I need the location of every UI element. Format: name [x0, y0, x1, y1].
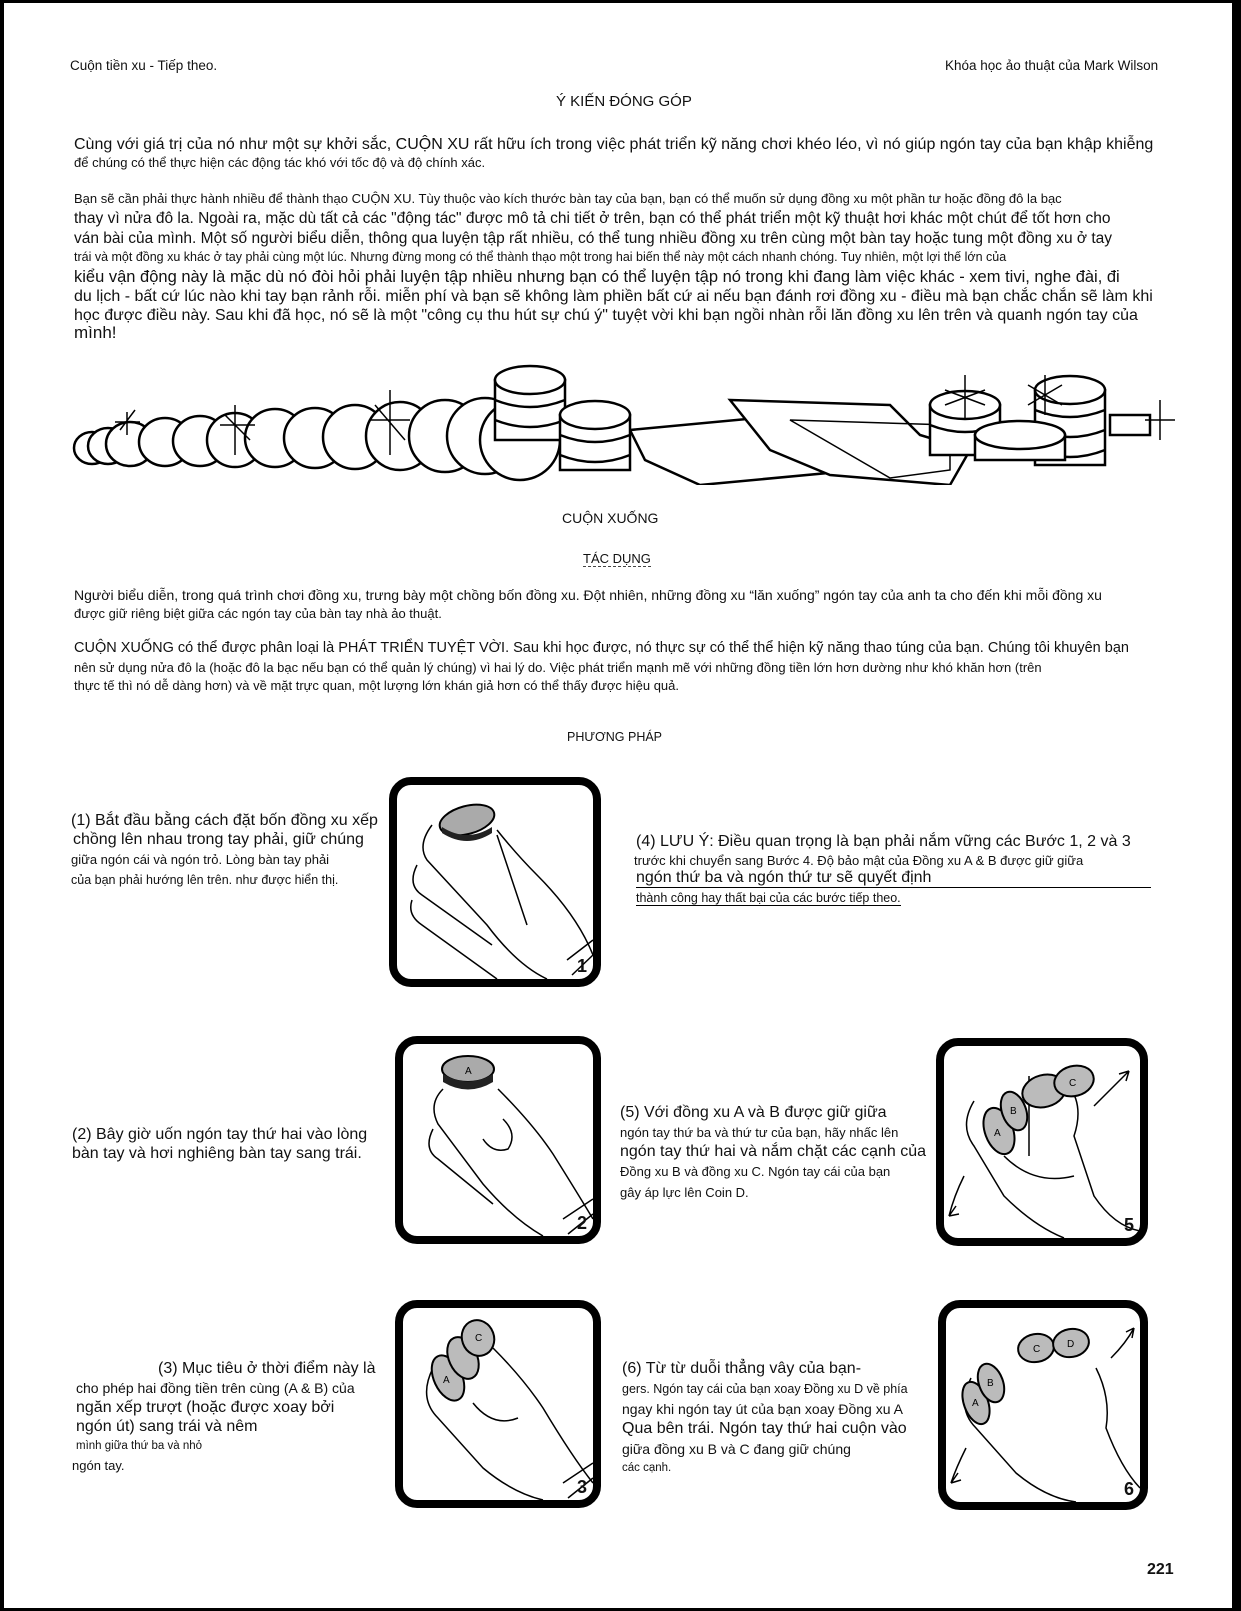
- hand-rolling-coins-drawing: [946, 1308, 1140, 1502]
- figure-2-panel: [395, 1036, 601, 1244]
- text-line: ngay khi ngón tay út của bạn xoay Đồng xu A: [622, 1401, 903, 1417]
- text-line: gây áp lực lên Coin D.: [620, 1185, 749, 1200]
- text-line: (6) Từ từ duỗi thẳng vây của bạn-: [622, 1360, 862, 1377]
- text-line: trái và một đồng xu khác ở tay phải cùng một lúc. Nhưng đừng mong có thể thành thạo một trong hai biến thể này một cách nhanh chóng. Tuy nhiên, một lợi thế lớn của: [74, 250, 1007, 264]
- effect-heading: TÁC DỤNG: [583, 551, 651, 566]
- text-line: (4) LƯU Ý: Điều quan trọng là bạn phải nắm vững các Bước 1, 2 và 3: [636, 833, 1131, 850]
- rolling-coins-row: [74, 398, 560, 480]
- roll-down-paragraph: [74, 640, 1174, 700]
- text-line: được giữ riêng biệt giữa các ngón tay của bàn tay nhà ảo thuật.: [74, 606, 442, 621]
- text-line: các cạnh.: [622, 1462, 672, 1474]
- text-line: trước khi chuyển sang Bước 4. Độ bảo mật của Đồng xu A & B được giữ giữa: [634, 853, 1084, 868]
- comments-paragraph-1: [74, 136, 1174, 176]
- figure-number: 3: [576, 1477, 587, 1497]
- text-line: cho phép hai đồng tiền trên cùng (A & B) của: [76, 1380, 355, 1396]
- text-line: ngón út) sang trái và nêm: [76, 1418, 258, 1435]
- running-header-left: Cuộn tiền xu - Tiếp theo.: [70, 58, 218, 73]
- coin-stack-drawing: [930, 376, 1150, 465]
- text-line: học được điều này. Sau khi đã học, nó sẽ là một "công cụ thu hút sự chú ý" tuyệt vời khi bạn ngồi nhàn rỗi lăn đồng xu lên trên và quanh ngón tay của: [74, 307, 1138, 324]
- text-line: (3) Mục tiêu ở thời điểm này là: [158, 1360, 376, 1377]
- coin-label: C: [1069, 1078, 1077, 1089]
- coin-label: C: [475, 1333, 483, 1344]
- text-line: du lịch - bất cứ lúc nào khi tay bạn rảnh rỗi. miễn phí và bạn sẽ không làm phiền bất cứ ai nếu bạn đánh rơi đồng xu - điều mà bạn chắc chắn sẽ làm khi: [74, 288, 1153, 305]
- page-number: 221: [1147, 1561, 1174, 1578]
- figure-6-panel: [938, 1300, 1148, 1510]
- text-line: CUỘN XUỐNG có thể được phân loại là PHÁT TRIỂN TUYỆT VỜI. Sau khi học được, nó thực sự có thể thể hiện kỹ năng thao túng của bạn. Chúng tôi khuyên bạn: [74, 640, 1129, 656]
- text-line: Đồng xu B và đồng xu C. Ngón tay cái của bạn: [620, 1164, 891, 1179]
- step-4-note-text: [636, 833, 1176, 913]
- comments-paragraph-2: [74, 188, 1174, 348]
- hand-lifting-coins-drawing: [944, 1046, 1140, 1238]
- text-line: mình!: [74, 323, 117, 342]
- coin-label: B: [1010, 1106, 1017, 1117]
- text-line: để chúng có thể thực hiện các động tác khó với tốc độ và độ chính xác.: [74, 155, 486, 170]
- scan-edge-left: [0, 0, 4, 1611]
- text-line: của bạn phải hướng lên trên. như được hiển thị.: [71, 873, 339, 887]
- text-line: ngón tay thứ hai và nắm chặt các cạnh của: [620, 1143, 927, 1160]
- step-3-text: [72, 1360, 396, 1480]
- hand-sliding-coins-drawing: [403, 1308, 593, 1500]
- text-line: Cùng với giá trị của nó như một sự khởi sắc, CUỘN XU rất hữu ích trong việc phát triển kỹ năng chơi khéo léo, vì nó giúp ngón tay của bạn khập khiễng: [74, 136, 1154, 153]
- text-line: giữa đồng xu B và C đang giữ chúng: [622, 1441, 851, 1457]
- step-1-text: [71, 812, 391, 892]
- text-line: (5) Với đồng xu A và B được giữ giữa: [620, 1104, 887, 1121]
- section-title-roll-down: CUỘN XUỐNG: [562, 510, 659, 526]
- text-line: (2) Bây giờ uốn ngón tay thứ hai vào lòng: [72, 1126, 368, 1143]
- coin-label: A: [465, 1066, 472, 1077]
- hand-holding-coin-stack-drawing: [397, 785, 593, 979]
- step-5-text: [620, 1104, 940, 1204]
- coin-label: A: [443, 1375, 450, 1386]
- figure-5-panel: [936, 1038, 1148, 1246]
- running-header-right: Khóa học ảo thuật của Mark Wilson: [945, 58, 1159, 73]
- coin-label: C: [1033, 1344, 1041, 1355]
- text-line: thay vì nửa đô la. Ngoài ra, mặc dù tất cả các "động tác" được mô tả chi tiết ở trên, bạn có thể phát triển một kỹ thuật hơi khác một chút để tốt hơn cho: [74, 210, 1111, 227]
- coin-label: D: [1067, 1339, 1075, 1350]
- hand-curling-finger-drawing: [403, 1044, 593, 1236]
- text-line: mình giữa thứ ba và nhỏ: [76, 1440, 203, 1452]
- step-6-text: [622, 1360, 942, 1480]
- text-line: nên sử dụng nửa đô la (hoặc đô la bạc nếu bạn có thể quản lý chúng) vì hai lý do. Việc phát triển mạnh mẽ với những đồng tiền lớn hơn dường như khó khăn hơn (trên: [74, 660, 1042, 675]
- text-line: ngón thứ ba và ngón thứ tư sẽ quyết định: [636, 869, 1151, 888]
- text-line: kiểu vận động này là mặc dù nó đòi hỏi phải luyện tập nhiều nhưng bạn có thể luyện tập nó trong khi đang làm việc khác - xem tivi, nghe đài, đi: [74, 268, 1120, 286]
- method-heading: PHƯƠNG PHÁP: [567, 730, 663, 744]
- text-line: ván bài của mình. Một số người biểu diễn, thông qua luyện tập rất nhiều, có thể tung nhiều đồng xu trên cùng một bàn tay hoặc tung một đồng xu ở tay: [74, 230, 1113, 247]
- text-line: chồng lên nhau trong tay phải, giữ chúng: [73, 831, 364, 848]
- text-line: ngăn xếp trượt (hoặc được xoay bởi: [76, 1399, 335, 1416]
- section-title-comments: Ý KIẾN ĐÓNG GÓP: [556, 93, 692, 110]
- figure-number: 6: [1123, 1479, 1134, 1499]
- figure-number: 2: [576, 1213, 587, 1233]
- coins-and-bills-illustration: [70, 360, 1190, 485]
- text-line: giữa ngón cái và ngón trỏ. Lòng bàn tay phải: [71, 852, 330, 867]
- figure-1-panel: [389, 777, 601, 987]
- text-line: (1) Bắt đầu bằng cách đặt bốn đồng xu xếp: [71, 812, 378, 829]
- text-line: Qua bên trái. Ngón tay thứ hai cuộn vào: [622, 1420, 907, 1437]
- coin-label: A: [972, 1398, 979, 1409]
- figure-number: 1: [576, 956, 587, 976]
- text-line: thực tế thì nó dễ dàng hơn) và về mặt trực quan, một lượng lớn khán giả hơn có thể thấy được hiệu quả.: [74, 678, 679, 693]
- text-line: gers. Ngón tay cái của bạn xoay Đồng xu D về phía: [622, 1382, 908, 1396]
- coin-label: B: [987, 1378, 994, 1389]
- text-line: ngón tay.: [72, 1458, 125, 1473]
- text-line: Bạn sẽ cần phải thực hành nhiều để thành thạo CUỘN XU. Tùy thuộc vào kích thước bàn tay của bạn, bạn có thể muốn sử dụng đồng xu một phần tư hoặc đồng đô la bạc: [74, 191, 1062, 206]
- text-line: ngón tay thứ ba và thứ tư của bạn, hãy nhấc lên: [620, 1125, 899, 1140]
- figure-number: 5: [1123, 1215, 1134, 1235]
- coin-label: A: [994, 1128, 1001, 1139]
- step-2-text: [72, 1126, 392, 1166]
- text-line: thành công hay thất bại của các bước tiếp theo.: [636, 891, 901, 905]
- effect-paragraph: [74, 587, 1174, 627]
- text-line: Người biểu diễn, trong quá trình chơi đồng xu, trưng bày một chồng bốn đồng xu. Đột nhiên, những đồng xu “lăn xuống” ngón tay của anh ta cho đến khi mỗi đồng xu: [74, 587, 1102, 603]
- scan-edge-top: [0, 0, 1241, 3]
- text-line: bàn tay và hơi nghiêng bàn tay sang trái.: [72, 1145, 362, 1162]
- figure-3-panel: [395, 1300, 601, 1508]
- scan-edge-right: [1232, 0, 1241, 1611]
